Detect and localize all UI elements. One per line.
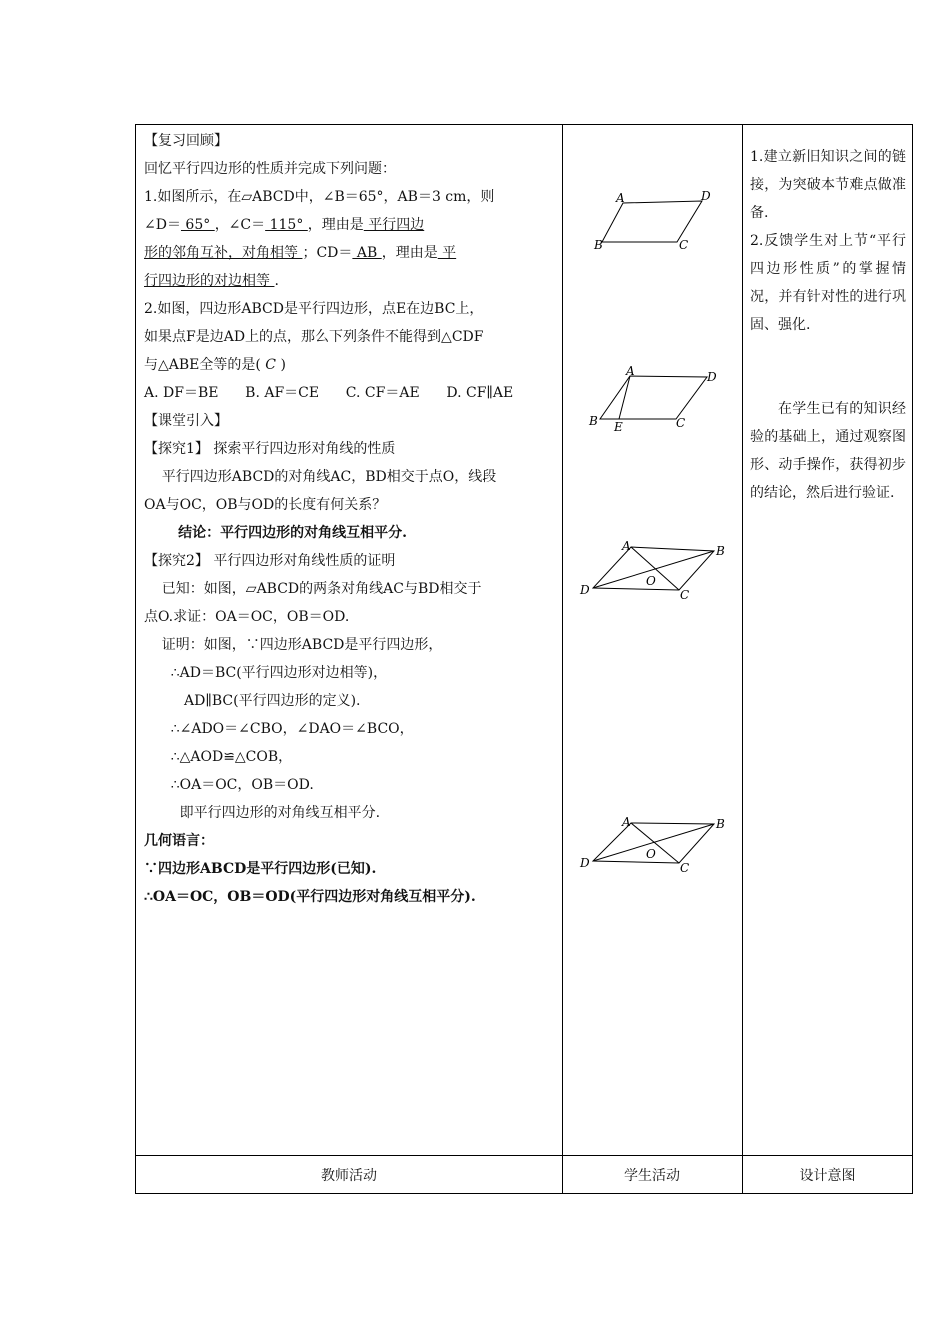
explore-2-title: 【探究2】 平行四边形对角线性质的证明 bbox=[144, 553, 396, 569]
known-line-1: 已知：如图，▱ABCD的两条对角线AC与BD相交于 bbox=[144, 581, 482, 597]
figure-parallelogram-2 bbox=[586, 365, 736, 440]
label-a: A bbox=[616, 191, 625, 205]
question-2-line-2: 如果点F是边AD上的点，那么下列条件不能得到△CDF bbox=[144, 329, 484, 345]
design-intent-content bbox=[750, 143, 906, 507]
figure-parallelogram-3 bbox=[576, 537, 736, 607]
geometry-line-1: ∵四边形ABCD是平行四边形(已知). bbox=[144, 861, 377, 877]
proof-line: ∴AD＝BC(平行四边形对边相等)， bbox=[144, 665, 388, 681]
geometry-heading: 几何语言： bbox=[144, 833, 214, 849]
label-d: D bbox=[580, 583, 590, 597]
question-2-line-1: 2.如图，四边形ABCD是平行四边形，点E在边BC上， bbox=[144, 301, 484, 317]
design-intent-1: 1.建立新旧知识之间的链接，为突破本节难点做准备. bbox=[750, 149, 906, 221]
explore-1-question-2: OA与OC，OB与OD的长度有何关系？ bbox=[144, 497, 387, 513]
label-a: A bbox=[622, 815, 631, 829]
question-1-line-2: ∠D＝ 65° ，∠C＝ 115° ，理由是 平行四边 bbox=[144, 217, 425, 233]
label-b: B bbox=[589, 414, 598, 428]
intro-heading: 【课堂引入】 bbox=[144, 413, 228, 429]
label-o: O bbox=[646, 847, 656, 861]
label-d: D bbox=[707, 370, 717, 384]
answer-reason-2b: 行四边形的对边相等 bbox=[144, 273, 275, 289]
proof-line: ∴OA＝OC，OB＝OD. bbox=[144, 777, 314, 793]
lesson-table bbox=[135, 124, 913, 1194]
proof-line: 证明：如图，∵四边形ABCD是平行四边形， bbox=[144, 637, 443, 653]
label-d: D bbox=[580, 856, 590, 870]
answer-angle-d: 65° bbox=[180, 217, 215, 233]
explore-1-question-1: 平行四边形ABCD的对角线AC，BD相交于点O，线段 bbox=[144, 469, 497, 485]
label-d: D bbox=[701, 189, 711, 203]
label-c: C bbox=[680, 861, 690, 875]
footer-teacher-activity: 教师活动 bbox=[321, 1168, 377, 1184]
question-1-line-1: 1.如图所示，在▱ABCD中，∠B＝65°，AB＝3 cm，则 bbox=[144, 189, 495, 205]
review-intro: 回忆平行四边形的性质并完成下列问题： bbox=[144, 161, 396, 177]
figure-parallelogram-4 bbox=[576, 813, 736, 883]
answer-cd: AB bbox=[352, 245, 382, 261]
geometry-line-2: ∴OA＝OC，OB＝OD(平行四边形对角线互相平分). bbox=[144, 889, 476, 905]
label-b: B bbox=[716, 544, 725, 558]
footer-student-activity: 学生活动 bbox=[624, 1168, 680, 1184]
label-o: O bbox=[646, 574, 656, 588]
question-1-line-4: 行四边形的对边相等 . bbox=[144, 273, 279, 289]
conclusion: 结论：平行四边形的对角线互相平分. bbox=[144, 525, 407, 541]
label-b: B bbox=[594, 238, 603, 252]
figure-parallelogram-1 bbox=[588, 187, 728, 259]
teacher-activity-content bbox=[144, 127, 552, 911]
answer-reason-1b: 形的邻角互补，对角相等 bbox=[144, 245, 303, 261]
design-intent-2: 2.反馈学生对上节“平行四边形性质”的掌握情况，并有针对性的进行巩固、强化. bbox=[750, 233, 906, 333]
explore-1-title: 【探究1】 探索平行四边形对角线的性质 bbox=[144, 441, 396, 457]
label-a: A bbox=[622, 539, 631, 553]
column-divider bbox=[742, 125, 743, 1193]
proof-line: 即平行四边形的对角线互相平分. bbox=[144, 805, 381, 821]
question-2-options: A. DF＝BE B. AF＝CE C. CF＝AE D. CF∥AE bbox=[144, 385, 514, 401]
label-c: C bbox=[680, 588, 690, 602]
footer-design-intent: 设计意图 bbox=[799, 1168, 856, 1184]
proof-line: AD∥BC(平行四边形的定义). bbox=[144, 693, 361, 709]
answer-angle-c: 115° bbox=[265, 217, 308, 233]
label-e: E bbox=[614, 420, 623, 434]
question-2-line-3: 与△ABE全等的是( C ) bbox=[144, 357, 286, 373]
known-line-2: 点O.求证：OA＝OC，OB＝OD. bbox=[144, 609, 350, 625]
question-1-line-3: 形的邻角互补，对角相等 ；CD＝ AB ，理由是 平 bbox=[144, 245, 457, 261]
label-c: C bbox=[676, 416, 686, 430]
proof-line: ∴△AOD≌△COB， bbox=[144, 749, 293, 765]
label-c: C bbox=[679, 238, 689, 252]
answer-choice: C bbox=[265, 357, 277, 373]
label-b: B bbox=[716, 817, 725, 831]
label-a: A bbox=[626, 365, 635, 378]
design-intent-3: 在学生已有的知识经验的基础上，通过观察图形、动手操作，获得初步的结论，然后进行验证. bbox=[750, 401, 906, 501]
review-heading: 【复习回顾】 bbox=[144, 133, 228, 149]
column-divider bbox=[562, 125, 563, 1193]
answer-reason-2a: 平 bbox=[437, 245, 457, 261]
answer-reason-1a: 平行四边 bbox=[363, 217, 425, 233]
proof-line: ∴∠ADO＝∠CBO，∠DAO＝∠BCO， bbox=[144, 721, 414, 737]
footer-divider bbox=[136, 1155, 912, 1156]
